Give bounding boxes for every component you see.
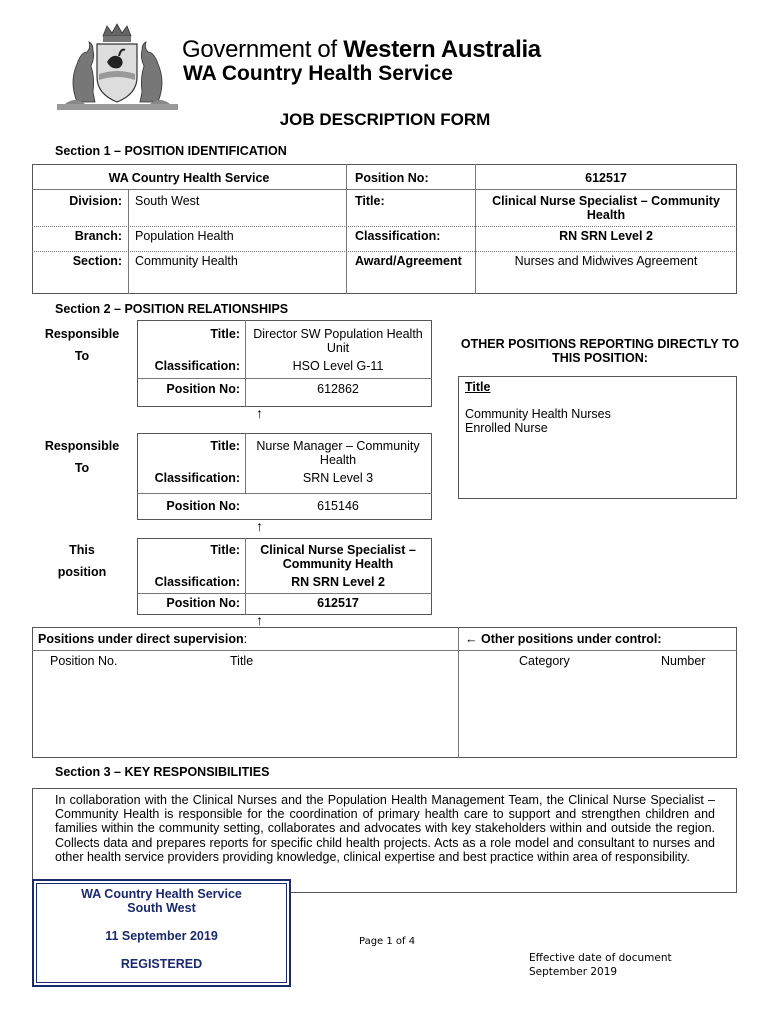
box2-classification-value: SRN Level 3 [302, 471, 374, 485]
box1-classification-label: Classification: [154, 359, 240, 373]
section2-heading: Section 2 – POSITION RELATIONSHIPS [55, 302, 289, 316]
health-service-title: WA Country Health Service [183, 62, 453, 85]
supervision-table [32, 627, 737, 758]
position-no-value: 612517 [585, 171, 627, 185]
box3-classification-label: Classification: [154, 575, 240, 589]
box1-position-no-label: Position No: [166, 382, 240, 396]
arrow-up-icon: ↑ [256, 518, 263, 534]
classification-value: RN SRN Level 2 [559, 229, 653, 243]
section1-heading: Section 1 – POSITION IDENTIFICATION [55, 144, 287, 158]
other-title-label: Title [465, 380, 491, 394]
arrow-up-icon: ↑ [256, 405, 263, 421]
col-position-no: Position No. [50, 654, 118, 668]
to-label-2: To [74, 461, 90, 475]
section-value: Community Health [135, 254, 238, 268]
key-responsibilities-text: In collaboration with the Clinical Nurses and the Population Health Management Team, the Clinical Nurse Specialist – Community Health is responsible for the coordination of primary health care to support and strengthen children and families within the community setting, collaborates and advocates with key stakeholders within and outside the region. Collects data and prepares reports for specific child health projects. Acts as a role model and consultant to nurses and other health service providers providing knowledge, clinical expertise and best practice within area of responsibility. [55, 793, 715, 864]
box1-title-value: Director SW Population Health Unit [253, 327, 423, 355]
form-title: JOB DESCRIPTION FORM [279, 110, 491, 129]
other-control-label: Other positions under control: [480, 632, 662, 646]
title-value: Clinical Nurse Specialist – Community Health [492, 194, 720, 222]
other-item: Community Health Nurses [465, 407, 611, 421]
box2-position-no-value: 615146 [317, 499, 359, 513]
box3-title-value: Clinical Nurse Specialist – Community Health [260, 543, 416, 571]
stamp-region: South West [127, 901, 196, 915]
arrow-left-icon: ← [465, 632, 478, 646]
classification-label: Classification: [355, 229, 441, 243]
section-label: Section: [72, 254, 122, 268]
box2-position-no-label: Position No: [166, 499, 240, 513]
col-number: Number [661, 654, 706, 668]
award-label: Award/Agreement [355, 254, 462, 268]
branch-label: Branch: [74, 229, 122, 243]
registration-stamp [32, 879, 291, 987]
government-title [182, 36, 541, 64]
org-name: WA Country Health Service [108, 171, 270, 185]
this-label: This [69, 543, 95, 557]
to-label-1: To [74, 349, 90, 363]
title-label: Title: [355, 194, 385, 208]
gov-title-prefix: Government of [182, 36, 344, 63]
gov-title-state: Western Australia [343, 36, 541, 63]
division-value: South West [135, 194, 200, 208]
division-label: Division: [69, 194, 122, 208]
position-no-label: Position No: [355, 171, 429, 185]
box3-position-no-label: Position No: [166, 596, 240, 610]
box3-classification-value: RN SRN Level 2 [291, 575, 385, 589]
stamp-org: WA Country Health Service [81, 887, 242, 901]
wa-crest-icon [55, 22, 180, 112]
col-category: Category [519, 654, 570, 668]
box2-title-value: Nurse Manager – Community Health [256, 439, 420, 467]
other-positions-box [458, 376, 737, 499]
responsible-label-2: Responsible [44, 439, 120, 453]
direct-supervision-colon: : [243, 632, 248, 646]
stamp-date: 11 September 2019 [105, 929, 218, 943]
col-title: Title [230, 654, 254, 668]
other-item: Enrolled Nurse [465, 421, 548, 435]
box1-title-label: Title: [210, 327, 240, 341]
box1-position-no-value: 612862 [317, 382, 359, 396]
branch-value: Population Health [135, 229, 234, 243]
box2-classification-label: Classification: [154, 471, 240, 485]
arrow-up-icon: ↑ [256, 612, 263, 628]
box1-classification-value: HSO Level G-11 [292, 359, 384, 373]
effective-date-label: Effective date of document [529, 952, 672, 964]
box2-title-label: Title: [210, 439, 240, 453]
direct-supervision-heading [38, 632, 247, 646]
stamp-status: REGISTERED [120, 957, 203, 971]
effective-date-value: September 2019 [529, 966, 618, 978]
award-value: Nurses and Midwives Agreement [514, 254, 698, 268]
direct-supervision-label: Positions under direct supervision [38, 632, 244, 646]
page-number: Page 1 of 4 [359, 936, 416, 947]
other-positions-heading: OTHER POSITIONS REPORTING DIRECTLY TO THIS POSITION: [460, 337, 740, 365]
section3-heading: Section 3 – KEY RESPONSIBILITIES [55, 765, 270, 779]
position-label: position [57, 565, 107, 579]
box3-position-no-value: 612517 [317, 596, 359, 610]
responsible-label-1: Responsible [44, 327, 120, 341]
other-control-heading [465, 632, 662, 646]
box3-title-label: Title: [210, 543, 240, 557]
